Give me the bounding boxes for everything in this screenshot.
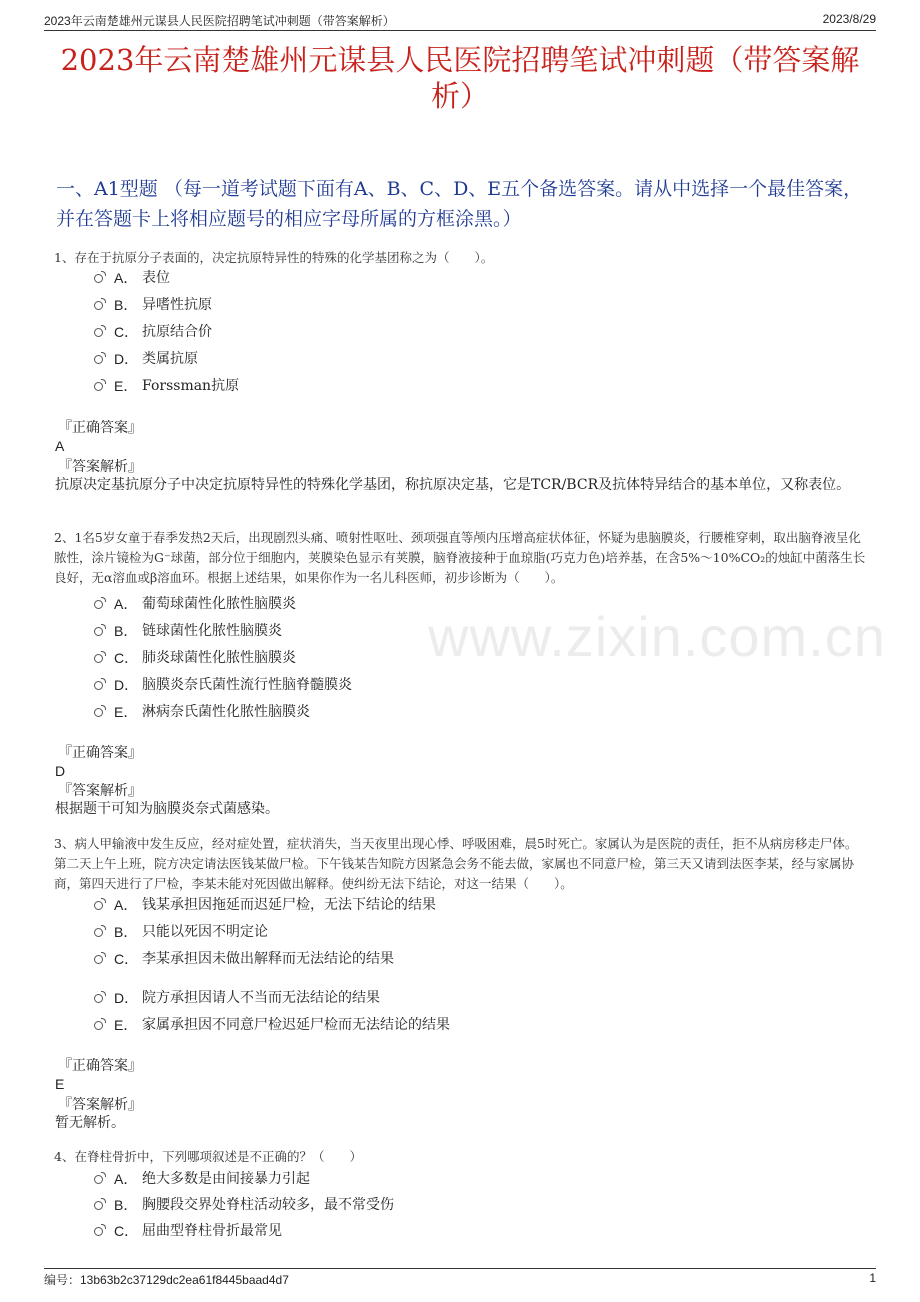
option-text: 脑膜炎奈氏菌性流行性脑脊髓膜炎 [142,677,352,693]
option-letter: C． [114,324,139,340]
option-text: 肺炎球菌性化脓性脑膜炎 [142,650,296,666]
radio-icon[interactable] [94,600,103,609]
watermark: www.zixin.com.cn [428,605,886,668]
question-stem-3: 3、病人甲输液中发生反应，经对症处置，症状消失，当天夜里出现心悸、呼吸困难，晨5时死亡。家属认为是医院的责任，拒不从病房移走尸体。第二天上午上班，院方决定请法医钱某做尸检。下午钱某告知院方因紧急会务不能去做，家属也不同意尸检，第三天又请到法医李某，经与家属协商，第四天进行了尸检，李某未能对死因做出解释。使纠纷无法下结论，对这一结果（ ）。 [54,836,858,891]
option-text: 胸腰段交界处脊柱活动较多，最不常受伤 [142,1197,394,1213]
option-letter: B． [114,924,138,940]
option-text: 院方承担因请人不当而无法结论的结果 [142,990,380,1006]
answer-label: 『正确答案』 [58,745,142,761]
page-number: 1 [869,1271,876,1285]
answer-label: 『正确答案』 [58,420,142,436]
option-letter: A． [114,596,138,612]
option-text: 家属承担因不同意尸检迟延尸检而无法结论的结果 [142,1017,450,1033]
option-letter: B． [114,1197,138,1213]
answer-label: 『正确答案』 [58,1058,142,1074]
option-letter: E． [114,378,138,394]
option-letter: D． [114,677,139,693]
page-header [44,12,876,31]
option-text: 绝大多数是由间接暴力引起 [142,1171,310,1187]
radio-icon[interactable] [94,955,103,964]
explanation-text: 暂无解析。 [55,1115,125,1131]
radio-icon[interactable] [94,301,103,310]
option-text: 抗原结合价 [142,324,212,340]
explanation-label: 『答案解析』 [58,459,142,475]
option-letter: D． [114,990,139,1006]
radio-icon[interactable] [94,1021,103,1030]
option-text: 屈曲型脊柱骨折最常见 [142,1223,282,1239]
option-letter: D． [114,351,139,367]
option-letter: A． [114,897,138,913]
radio-icon[interactable] [94,654,103,663]
radio-icon[interactable] [94,355,103,364]
explanation-label: 『答案解析』 [58,783,142,799]
radio-icon[interactable] [94,627,103,636]
answer-value: A [55,438,65,454]
radio-icon[interactable] [94,681,103,690]
option-text: 李某承担因未做出解释而无法结论的结果 [142,951,394,967]
option-text: 钱某承担因拖延而迟延尸检，无法下结论的结果 [142,897,436,913]
option-text: 表位 [142,270,170,286]
option-text: 链球菌性化脓性脑膜炎 [142,623,282,639]
section-heading: 一、A1型题 （每一道考试题下面有A、B、C、D、E五个备选答案。请从中选择一个最佳答案，并在答题卡上将相应题号的相应字母所属的方框涂黑。） [56,178,863,230]
option-text: 异嗜性抗原 [142,297,212,313]
radio-icon[interactable] [94,274,103,283]
explanation-label: 『答案解析』 [58,1097,142,1113]
header-doc-title: 2023年云南楚雄州元谋县人民医院招聘笔试冲刺题（带答案解析） [44,14,395,28]
option-letter: A． [114,1171,138,1187]
question-stem-4: 4、在脊柱骨折中，下列哪项叙述是不正确的？（ ） [54,1149,362,1164]
radio-icon[interactable] [94,901,103,910]
option-letter: B． [114,623,138,639]
radio-icon[interactable] [94,708,103,717]
option-text: 只能以死因不明定论 [142,924,268,940]
option-letter: A． [114,270,138,286]
option-letter: C． [114,951,139,967]
answer-value: E [55,1076,65,1092]
radio-icon[interactable] [94,1227,103,1236]
question-stem-2: 2、1名5岁女童于春季发热2天后，出现剧烈头痛、喷射性呕吐、颈项强直等颅内压增高症状体征，怀疑为患脑膜炎，行腰椎穿刺，取出脑脊液呈化脓性，涂片镜检为G⁻球菌，部分位于细胞内，荚膜染色显示有荚膜，脑脊液接种于血琼脂(巧克力色)培养基，在含5%～10%CO₂的烛缸中菌落生长良好，无α溶血或β溶血环。根据上述结果，如果你作为一名儿科医师，初步诊断为（ ）。 [54,530,866,585]
radio-icon[interactable] [94,1175,103,1184]
option-letter: B． [114,297,138,313]
radio-icon[interactable] [94,928,103,937]
answer-value: D [55,763,66,779]
radio-icon[interactable] [94,382,103,391]
radio-icon[interactable] [94,1201,103,1210]
page-footer [44,1268,876,1287]
option-letter: E． [114,1017,138,1033]
explanation-text: 抗原决定基抗原分子中决定抗原特异性的特殊化学基团，称抗原决定基，它是TCR/BCR及抗体特异结合的基本单位，又称表位。 [55,477,851,493]
question-stem-1: 1、存在于抗原分子表面的，决定抗原特异性的特殊的化学基团称之为（ ）。 [54,250,494,265]
header-date: 2023/8/29 [822,12,876,26]
radio-icon[interactable] [94,994,103,1003]
option-letter: C． [114,1223,139,1239]
option-text: 淋病奈氏菌性化脓性脑膜炎 [142,704,310,720]
explanation-text: 根据题干可知为脑膜炎奈式菌感染。 [55,801,279,817]
option-text: 类属抗原 [142,351,198,367]
option-letter: E． [114,704,138,720]
option-text: 葡萄球菌性化脓性脑膜炎 [142,596,296,612]
document-id: 编号：13b63b2c37129dc2ea61f8445baad4d7 [44,1273,289,1287]
page-title: 2023年云南楚雄州元谋县人民医院招聘笔试冲刺题（带答案解析） [60,43,860,113]
radio-icon[interactable] [94,328,103,337]
option-letter: C． [114,650,139,666]
option-text: Forssman抗原 [142,378,240,394]
